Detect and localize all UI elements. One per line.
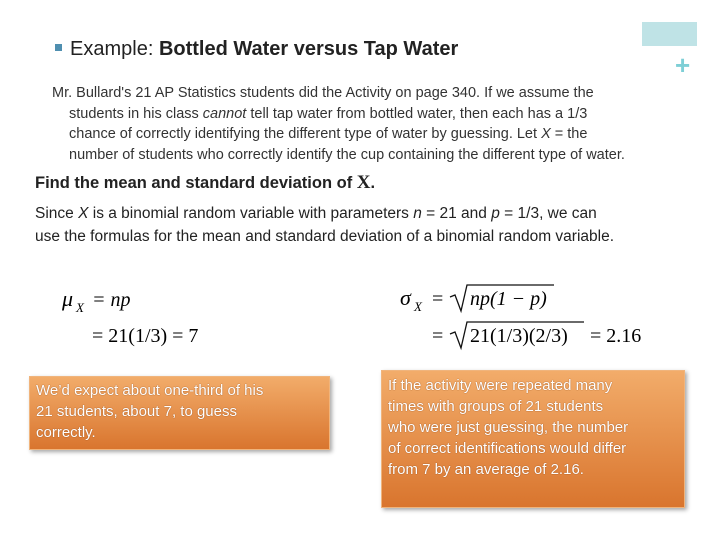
question-heading bbox=[35, 172, 375, 194]
explanation-variable: n bbox=[413, 205, 422, 222]
callout-line: who were just guessing, the number bbox=[388, 419, 629, 436]
square-bullet-icon bbox=[55, 44, 62, 51]
slide-title bbox=[55, 38, 458, 61]
intro-text: tell tap water from bottled water, then each has a 1/3 bbox=[246, 105, 588, 122]
mean-interpretation-callout bbox=[29, 376, 330, 450]
explanation-paragraph bbox=[35, 202, 715, 248]
intro-text: number of students who correctly identify the cup containing the different type of water. bbox=[69, 146, 625, 163]
callout-line: from 7 by an average of 2.16. bbox=[388, 461, 584, 478]
equals-sign: = bbox=[432, 288, 444, 310]
sigma-symbol: σ bbox=[400, 285, 411, 310]
intro-paragraph bbox=[52, 83, 702, 165]
question-variable: X bbox=[356, 172, 371, 193]
equals-sign: = bbox=[432, 325, 444, 347]
callout-line: If the activity were repeated many bbox=[388, 377, 613, 394]
explanation-line bbox=[35, 202, 715, 225]
title-text: Bottled Water versus Tap Water bbox=[158, 38, 459, 60]
intro-line bbox=[52, 124, 702, 145]
mu-subscript: X bbox=[76, 300, 84, 315]
intro-text: chance of correctly identifying the different type of water by guessing. Let bbox=[69, 126, 542, 142]
plus-icon: + bbox=[675, 50, 691, 80]
explanation-variable: X bbox=[78, 205, 89, 222]
callout-line: of correct identifications would differ bbox=[388, 440, 627, 457]
mean-calculation: = 21(1/3) = 7 bbox=[92, 325, 199, 347]
mu-symbol: μ bbox=[62, 286, 74, 311]
sd-interpretation-callout bbox=[381, 370, 685, 508]
intro-text: Mr. Bullard's 21 AP Statistics students did the Activity on page 340. If we assume the bbox=[52, 85, 594, 101]
callout-line: correctly. bbox=[36, 424, 96, 441]
sd-formula bbox=[400, 281, 660, 353]
mean-definition: = np bbox=[92, 289, 131, 311]
explanation-text: = 1/3, we can bbox=[499, 205, 597, 222]
explanation-line bbox=[35, 225, 715, 248]
intro-emphasis: cannot bbox=[202, 105, 247, 122]
explanation-text: use the formulas for the mean and standard deviation of a binomial random variable. bbox=[35, 228, 615, 245]
title-bullet-label: Example: bbox=[70, 38, 154, 60]
mean-formula bbox=[62, 286, 242, 356]
sigma-subscript: X bbox=[414, 299, 422, 314]
intro-line bbox=[52, 145, 702, 166]
intro-line bbox=[52, 83, 702, 104]
explanation-variable: p bbox=[491, 205, 500, 222]
question-text: Find the mean and standard deviation of bbox=[35, 174, 357, 192]
explanation-text: is a binomial random variable with parameters bbox=[88, 205, 414, 222]
intro-line bbox=[52, 104, 702, 125]
question-period: . bbox=[370, 174, 376, 192]
explanation-text: = 21 and bbox=[421, 205, 492, 222]
decorative-bar bbox=[642, 22, 697, 46]
explanation-text: Since bbox=[35, 205, 79, 222]
intro-text: = the bbox=[550, 126, 588, 142]
callout-line: 21 students, about 7, to guess bbox=[36, 403, 237, 420]
sd-definition: np(1 − p) bbox=[470, 288, 547, 310]
sd-result: = 2.16 bbox=[590, 325, 642, 347]
sd-calculation: 21(1/3)(2/3) bbox=[470, 325, 568, 347]
callout-line: We’d expect about one-third of his bbox=[36, 382, 264, 399]
intro-variable: X bbox=[541, 126, 551, 142]
intro-text: students in his class bbox=[69, 105, 203, 122]
callout-line: times with groups of 21 students bbox=[388, 398, 604, 415]
